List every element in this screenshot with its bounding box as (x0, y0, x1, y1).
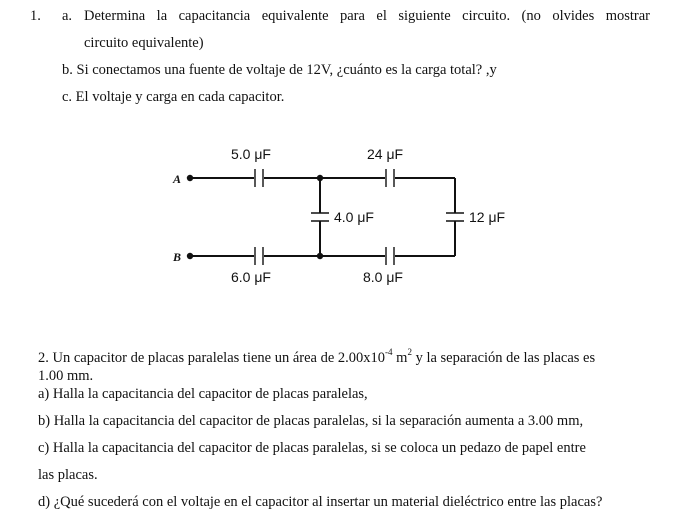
question-1b: b. Si conectamos una fuente de voltaje de 12V, ¿cuánto es la carga total? ,y (62, 62, 497, 78)
question-2-intro-post: y la separación de las placas es (411, 350, 596, 366)
circuit-wires (190, 178, 455, 256)
node-a-label: A (173, 172, 182, 186)
capacitor-top-left-symbol (255, 169, 263, 187)
terminal-b-dot (187, 253, 193, 259)
question-2-intro-pre: 2. Un capacitor de placas paralelas tiene un área de 2.00x10 (38, 350, 386, 366)
question-1a-prefix: a. (62, 8, 73, 24)
question-1a-line1: Determina la capacitancia equivalente para el siguiente circuito. (no olvides mostrar (84, 8, 650, 24)
question-2-intro-line1 (38, 349, 595, 367)
question-1c: c. El voltaje y carga en cada capacitor. (62, 89, 285, 105)
question-1-number: 1. (30, 8, 41, 24)
question-2-unit: m (392, 350, 408, 366)
capacitor-bottom-right-symbol (386, 247, 394, 265)
question-2-exponent: -4 (385, 347, 393, 358)
question-2-intro-line2: 1.00 mm. (38, 368, 94, 384)
question-2c-line1: c) Halla la capacitancia del capacitor de placas paralelas, si se coloca un pedazo de papel entre (38, 440, 586, 456)
capacitor-right-label: 12 μF (469, 209, 506, 225)
node-b-label: B (173, 250, 182, 264)
junction-top-dot (317, 175, 323, 181)
terminal-a-dot (187, 175, 193, 181)
capacitor-bottom-left-label: 6.0 μF (231, 269, 271, 285)
question-2b: b) Halla la capacitancia del capacitor de placas paralelas, si la separación aumenta a 3.00 mm, (38, 413, 584, 429)
capacitor-bottom-right-label: 8.0 μF (363, 269, 403, 285)
capacitor-top-right-label: 24 μF (367, 146, 404, 162)
question-2-unit-exponent: 2 (407, 347, 412, 358)
capacitor-top-left-label: 5.0 μF (231, 146, 271, 162)
question-2a: a) Halla la capacitancia del capacitor de placas paralelas, (38, 386, 368, 402)
capacitor-middle-symbol (311, 213, 329, 221)
question-2d: d) ¿Qué sucederá con el voltaje en el capacitor al insertar un material dieléctrico entre las placas? (38, 494, 603, 510)
capacitor-right-symbol (446, 213, 464, 221)
capacitor-top-right-symbol (386, 169, 394, 187)
capacitor-middle-label: 4.0 μF (334, 209, 374, 225)
question-2c-line2: las placas. (38, 467, 98, 483)
capacitor-bottom-left-symbol (255, 247, 263, 265)
junction-bottom-dot (317, 253, 323, 259)
question-1a-line2: circuito equivalente) (84, 35, 204, 51)
